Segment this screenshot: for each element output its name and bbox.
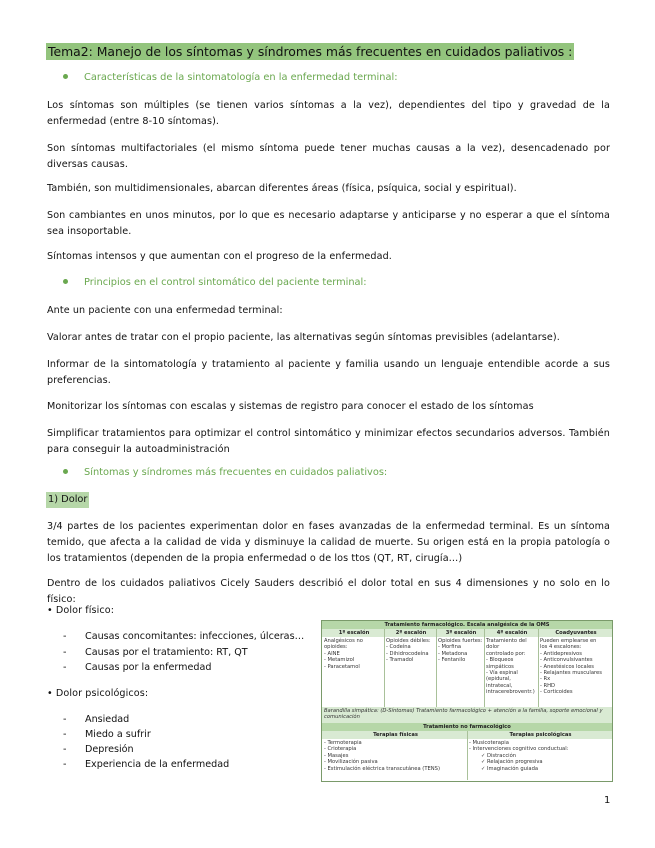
paragraph: Dentro de los cuidados paliativos Cicely Sauders describió el dolor total en sus 4 dimensiones y no solo en lo físico: xyxy=(47,578,610,605)
paragraph: Valorar antes de tratar con el propio paciente, las alternativas según síntomas previsibles (adelantarse). xyxy=(47,332,560,343)
dolor-psicologico-heading: • Dolor psicológicos: xyxy=(47,688,149,699)
column-header: 3º escalón xyxy=(445,630,477,636)
paragraph: Los síntomas son múltiples (se tienen varios síntomas a la vez), dependientes del tipo y gravedad de la enfermedad (entre 8-10 síntomas). xyxy=(47,100,610,127)
page-title: Tema2: Manejo de los síntomas y síndromes más frecuentes en cuidados paliativos : xyxy=(48,44,573,59)
column-header: 2º escalón xyxy=(395,630,427,636)
section-bullet-caracteristicas: Características de la sintomatología en la enfermedad terminal: xyxy=(63,72,398,83)
dolor-heading: 1) Dolor xyxy=(46,492,89,508)
section-bullet-sintomas: Síntomas y síndromes más frecuentes en cuidados paliativos: xyxy=(63,467,387,478)
list-item: - Causas por la enfermedad xyxy=(63,662,212,673)
bullet-dot-icon xyxy=(63,279,68,284)
list-item: - Causas concomitantes: infecciones, úlceras… xyxy=(63,631,305,642)
paragraph: Síntomas intensos y que aumentan con el progreso de la enfermedad. xyxy=(47,251,392,262)
column-header: 4º escalón xyxy=(496,630,528,636)
table-cell: Tratamiento del dolor controlado por: - Bloqueos simpáticos - Vía espinal (epidural, intratecal, intracerebroventr.) xyxy=(486,638,535,696)
paragraph: Simplificar tratamientos para optimizar el control sintomático y minimizar efectos secundarios adversos. También para conseguir la autoadministración xyxy=(47,428,610,455)
table-header: Tratamiento farmacológico. Escala analgésica de la OMS xyxy=(322,621,612,629)
table-note: Barandilla simpática: (D-Síntomas) Tratamiento farmacológico + atención a la familia, soporte emocional y comunicación xyxy=(322,707,612,723)
nonpharm-header: Tratamiento no farmacológico xyxy=(322,723,612,731)
page-number: 1 xyxy=(604,795,611,806)
list-item: - Ansiedad xyxy=(63,714,130,725)
column-header: 1º escalón xyxy=(338,630,370,636)
dolor-fisico-heading: • Dolor físico: xyxy=(47,605,115,616)
paragraph: 3/4 partes de los pacientes experimentan dolor en fases avanzadas de la enfermedad terminal. Es un síntoma temido, que afecta a la calidad de vida y disminuye la calidad de muerte. Su origen está en la propia patología o los tratamientos (dependen de la propia enfermedad o de los ttos (QT, RT, cirugía…) xyxy=(47,521,610,564)
paragraph: Son cambiantes en unos minutos, por lo que es necesario adaptarse y anticiparse y no esperar a que el síntoma sea insoportable. xyxy=(47,210,610,237)
list-item: - Depresión xyxy=(63,744,134,755)
column-header: Terapias psicológicas xyxy=(509,732,572,738)
oms-analgesic-ladder-table xyxy=(321,620,613,782)
section-bullet-principios: Principios en el control sintomático del paciente terminal: xyxy=(63,277,367,288)
table-cell: - Musicoterapia - Intervenciones cognitivo conductual: ✓ Distracción ✓ Relajación progresiva ✓ Imaginación guiada xyxy=(469,740,569,772)
column-header: Terapias físicas xyxy=(373,732,418,738)
table-cell: Opioides fuertes: - Morfina - Metadona - Fentanilo xyxy=(438,638,483,664)
paragraph: Informar de la sintomatología y tratamiento al paciente y familia usando un lenguaje entendible acorde a sus preferencias. xyxy=(47,359,610,386)
list-item: - Experiencia de la enfermedad xyxy=(63,759,230,770)
column-header: Coadyuvantes xyxy=(555,630,597,636)
paragraph: Monitorizar los síntomas con escalas y sistemas de registro para conocer el estado de los síntomas xyxy=(47,401,534,412)
table-cell: Opioides débiles: - Codeína - Dihidrocodeína - Tramadol xyxy=(386,638,431,664)
table-cell: - Termoterapia - Crioterapia - Masajes - Movilización pasiva - Estimulación eléctrica transcutánea (TENS) xyxy=(324,740,440,772)
table-cell: Analgésicos no opioides: - AINE - Metamizol - Paracetamol xyxy=(324,638,363,670)
bullet-dot-icon xyxy=(63,469,68,474)
list-item: - Causas por el tratamiento: RT, QT xyxy=(63,647,248,658)
paragraph: También, son multidimensionales, abarcan diferentes áreas (física, psíquica, social y espiritual). xyxy=(47,183,517,194)
paragraph: Son síntomas multifactoriales (el mismo síntoma puede tener muchas causas a la vez), desencadenado por diversas causas. xyxy=(47,143,610,170)
list-item: - Miedo a sufrir xyxy=(63,729,151,740)
bullet-dot-icon xyxy=(63,74,68,79)
paragraph: Ante un paciente con una enfermedad terminal: xyxy=(47,305,283,316)
table-cell: Pueden emplearse en los 4 escalones: - Antidepresivos - Anticonvulsivantes - Anestésicos locales - Relajantes musculares - Rx - RHD - Corticoides xyxy=(540,638,602,696)
table-column-headers xyxy=(322,629,612,637)
